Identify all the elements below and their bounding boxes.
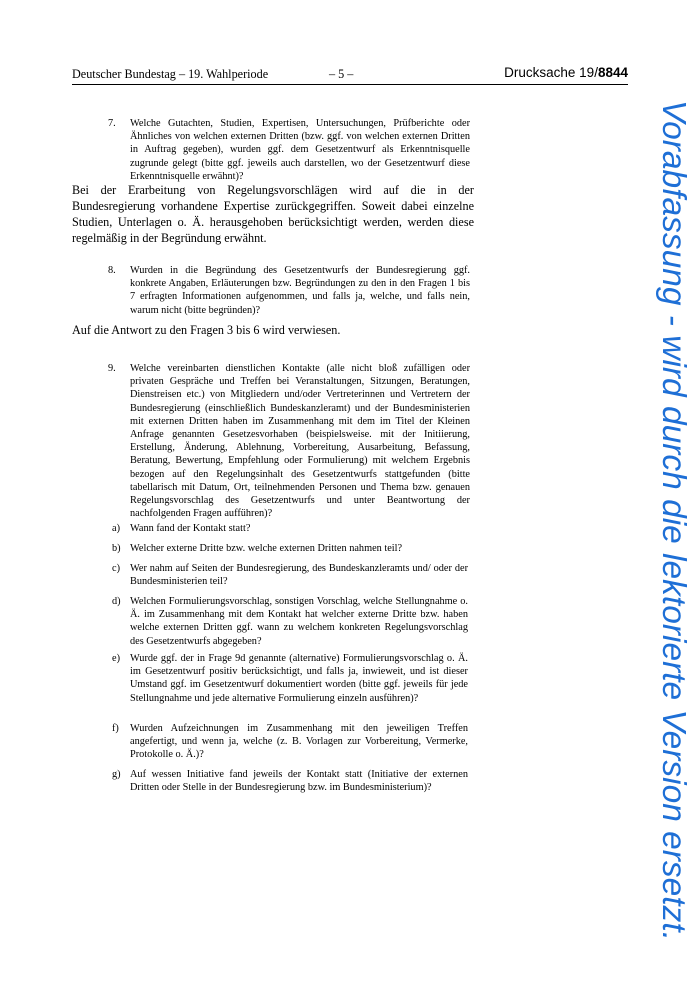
- subquestion-label: c): [112, 563, 120, 574]
- subquestion-g: [112, 768, 468, 794]
- question-text: Welche vereinbarten dienstlichen Kontakte (alle nicht bloß zufälligen oder privaten Gespräche und Treffen bei Veranstaltungen, Sitzungen, Beratungen, Dienstreisen etc.) von Mitgliedern und/oder Vertreterinnen und Vertretern der Bundesregierung (einschließlich Bundeskanzleramt) und der Bundesministerien mit externen Dritten haben im Zusammenhang mit dem im Titel der Kleinen Anfrage genannten Gesetzesvorhaben (beispielsweise. mit der Initiierung, Erstellung, Änderung, Ablehnung, Vorbereitung, Ausarbeitung, Befassung, Beratung, Bewertung, Empfehlung oder Formulierung) mit welchem Ergebnis bezogen auf den Regelungsinhalt des Gesetzentwurfs stattgefunden (bitte tabellarisch mit Datum, Ort, teilnehmenden Personen und Thema bzw. genauen Regelungsvorschlag des Gesetzentwurfs und unter Beantwortung der nachfolgenden Fragen aufführen)?: [130, 363, 470, 520]
- question-7: [108, 117, 470, 183]
- subquestion-text: Welchen Formulierungsvorschlag, sonstigen Vorschlag, welche Stellungnahme o. Ä. im Zusammenhang mit dem Kontakt hat welcher externe Dritte bzw. haben welche externen Dritten ggf. wann zu welchem konkreten Regelungsvorschlag des Gesetzentwurfs abgegeben?: [130, 596, 468, 647]
- subquestion-label: d): [112, 596, 121, 607]
- answer-8: Auf die Antwort zu den Fragen 3 bis 6 wird verwiesen.: [72, 323, 341, 337]
- answer-7: Bei der Erarbeitung von Regelungsvorschlägen wird auf die in der Bundesregierung vorhandene Expertise zurückgegriffen. Soweit dabei einzelne Studien, Unterlagen o. Ä. herausgehoben berücksichtigt werden, werden diese regelmäßig in der Begründung erwähnt.: [72, 183, 474, 245]
- page-header: [72, 66, 628, 85]
- subquestion-c: [112, 562, 468, 588]
- subquestion-label: g): [112, 769, 121, 780]
- subquestion-a: [112, 522, 468, 535]
- subquestion-e: [112, 652, 468, 705]
- question-number: 7.: [108, 118, 116, 129]
- header-page-number: – 5 –: [329, 67, 354, 81]
- subquestion-text: Wurden Aufzeichnungen im Zusammenhang mit den jeweiligen Treffen angefertigt, und wenn ja, welche (z. B. Vorlagen zur Vorbereitung, Vermerke, Protokolle o. Ä.)?: [130, 723, 468, 761]
- header-document-number: [504, 65, 628, 80]
- question-text: Wurden in die Begründung des Gesetzentwurfs der Bundesregierung ggf. konkrete Angaben, Erläuterungen bzw. Begründungen zu den in den Fragen 1 bis 7 erfragten Informationen aufgenommen, und falls ja, welche, und falls nein, warum nicht (bitte begründen)?: [130, 265, 470, 316]
- subquestion-text: Welcher externe Dritte bzw. welche externen Dritten nahmen teil?: [130, 543, 403, 554]
- subquestion-b: [112, 542, 468, 555]
- subquestion-text: Wurde ggf. der in Frage 9d genannte (alternative) Formulierungsvorschlag o. Ä. im Gesetzentwurf positiv berücksichtigt, und falls ja, inwieweit, und ist dieser Umstand ggf. im Gesetzentwurf dokumentiert worden (bitte ggf. jeweils für jede Stellungnahme und jede alternative Formulierung einzeln ausführen)?: [130, 653, 468, 704]
- subquestion-label: a): [112, 523, 120, 534]
- header-doc-prefix: 19/: [579, 65, 598, 80]
- subquestion-label: f): [112, 723, 119, 734]
- header-doc-number: 8844: [597, 65, 628, 80]
- question-9: [108, 362, 470, 520]
- subquestion-f: [112, 722, 468, 762]
- draft-watermark: Vorabfassung - wird durch die lektorierte Version ersetzt.: [655, 100, 692, 941]
- question-number: 8.: [108, 265, 116, 276]
- question-number: 9.: [108, 363, 116, 374]
- subquestion-d: [112, 595, 468, 648]
- subquestion-label: e): [112, 653, 120, 664]
- subquestion-text: Wann fand der Kontakt statt?: [130, 523, 251, 534]
- subquestion-text: Auf wessen Initiative fand jeweils der Kontakt statt (Initiative der externen Dritten oder Stelle in der Bundesregierung bzw. im Bundesministerium)?: [130, 769, 468, 794]
- question-8: [108, 264, 470, 317]
- subquestion-label: b): [112, 543, 121, 554]
- question-text: Welche Gutachten, Studien, Expertisen, Untersuchungen, Prüfberichte oder Ähnliches von welchen externen Dritten (bzw. ggf. von welchen externen Dritten in Auftrag gegeben), wurden ggf. dem Gesetzentwurf als Erkenntnisquelle zugrunde gelegt (bitte ggf. jeweils auch darstellen, wo der Gesetzentwurf diese Erkenntnisquelle erwähnt)?: [130, 118, 470, 182]
- header-doc-label: Drucksache: [504, 65, 580, 80]
- header-publication: Deutscher Bundestag – 19. Wahlperiode: [72, 67, 269, 81]
- subquestion-text: Wer nahm auf Seiten der Bundesregierung, des Bundeskanzleramts und/ oder der Bundesministerien teil?: [130, 563, 468, 588]
